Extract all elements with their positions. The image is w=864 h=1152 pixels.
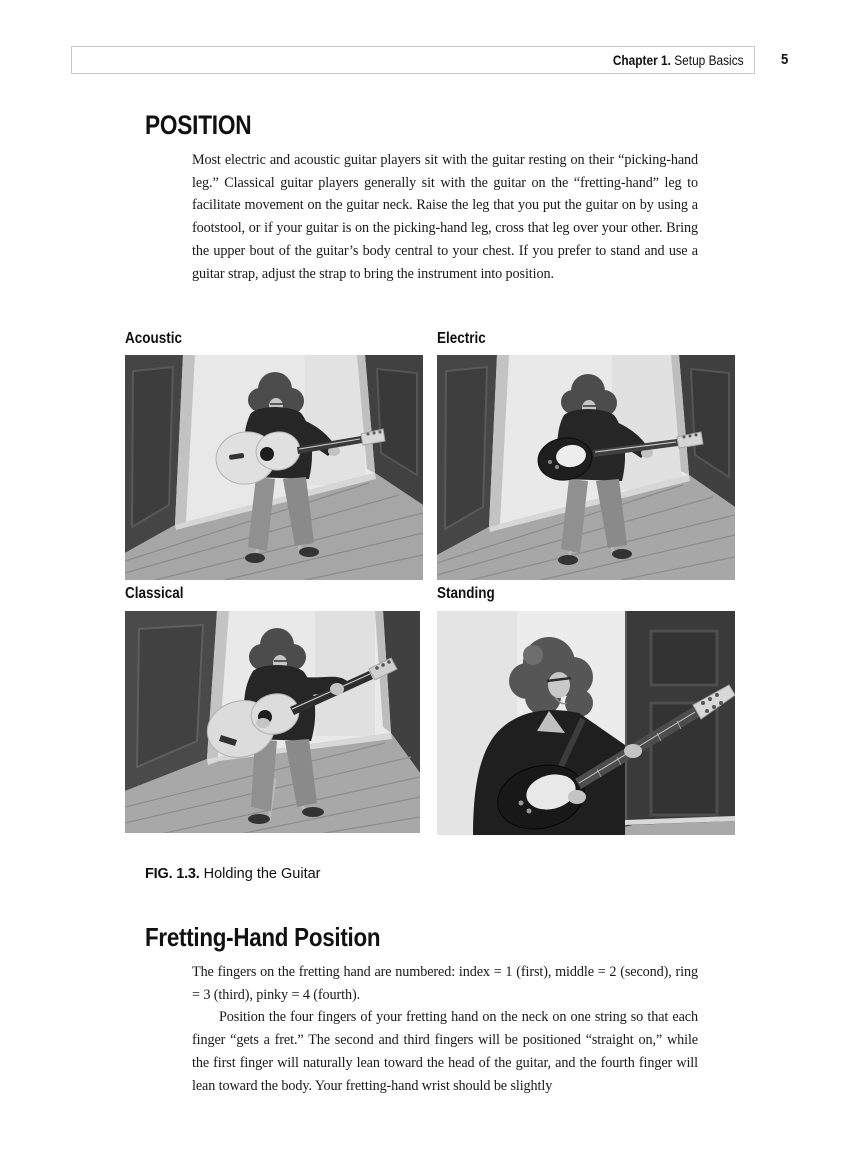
figure-caption-text: Holding the Guitar [199, 866, 321, 882]
photo-standing-image [437, 611, 735, 835]
figure-caption [145, 866, 321, 882]
photo-classical-image [125, 611, 420, 833]
photo-label-standing: Standing [437, 585, 495, 602]
fretting-paragraph-1: The fingers on the fretting hand are numbered: index = 1 (first), middle = 2 (second), ring = 3 (third), pinky = 4 (fourth). [192, 964, 698, 1003]
page-number: 5 [781, 52, 789, 68]
intro-paragraph [192, 149, 698, 285]
running-header-text [613, 53, 744, 68]
photo-electric-image [437, 355, 735, 580]
fretting-paragraph-2: Position the four fingers of your fretting hand on the neck on one string so that each finger “gets a fret.” The second and third fingers will be positioned “straight on,” while the first finger will naturally lean toward the head of the guitar, and the fourth finger will lean toward the body. Your fretting-hand wrist should be slightly [192, 1009, 698, 1094]
section-title-position: POSITION [145, 110, 252, 140]
fretting-hand-paragraphs [192, 961, 698, 1097]
photo-label-acoustic: Acoustic [125, 330, 182, 347]
figure-caption-number: FIG. 1.3. [145, 866, 200, 882]
photo-label-electric: Electric [437, 330, 486, 347]
photo-acoustic-image [125, 355, 423, 580]
running-header-box [71, 46, 755, 74]
intro-paragraph-text: Most electric and acoustic guitar players sit with the guitar resting on their “picking-hand leg.” Classical guitar players generally sit with the guitar on the “fretting-hand” leg to facilitate movement on the guitar neck. Raise the leg that you put the guitar on by using a footstool, or if your guitar is on the picking-hand leg, cross that leg over your other. Bring the upper bout of the guitar’s body central to your chest. If you prefer to stand and use a guitar strap, adjust the strap to bring the instrument into position. [192, 152, 698, 282]
photo-label-classical: Classical [125, 585, 184, 602]
section-title-fretting-hand: Fretting-Hand Position [145, 922, 381, 952]
chapter-number-label: Chapter 1. [613, 52, 672, 68]
chapter-title-label: Setup Basics [671, 52, 744, 68]
